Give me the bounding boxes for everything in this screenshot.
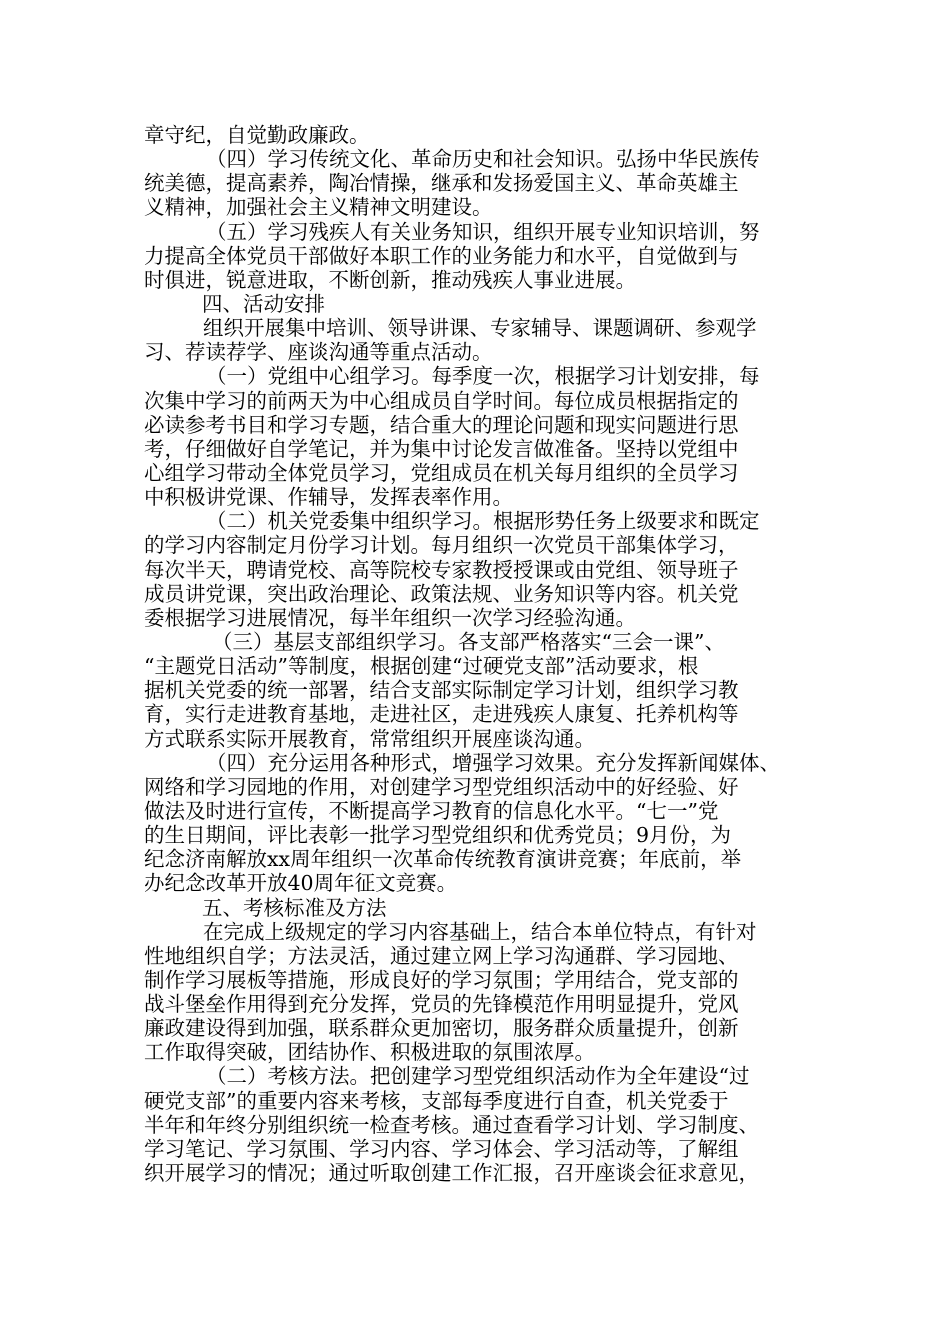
text-line: （二）机关党委集中组织学习。根据形势任务上级要求和既定: [206, 509, 760, 534]
text-line: 必读参考书目和学习专题，结合重大的理论问题和现实问题进行思: [144, 412, 739, 437]
document-body: [144, 123, 824, 1185]
text-line: 时俱进，锐意进取，不断创新，推动残疾人事业进展。: [144, 267, 636, 292]
text-line: （二）考核方法。把创建学习型党组织活动作为全年建设“过: [206, 1064, 750, 1089]
text-line: “主题党日活动”等制度，根据创建“过硬党支部”活动要求，根: [144, 654, 699, 679]
text-line: 办纪念改革开放40周年征文竞赛。: [144, 871, 458, 896]
text-line: 半年和年终分别组织统一检查考核。通过查看学习计划、学习制度、: [144, 1112, 759, 1137]
text-line: 育，实行走进教育基地，走进社区，走进残疾人康复、托养机构等: [144, 702, 739, 727]
text-line: 学习笔记、学习氛围、学习内容、学习体会、学习活动等，了解组: [144, 1136, 739, 1161]
text-line: 性地组织自学；方法灵活，通过建立网上学习沟通群、学习园地、: [144, 943, 739, 968]
text-line: 习、荐读荐学、座谈沟通等重点活动。: [144, 340, 493, 365]
section-heading: 四、活动安排: [202, 291, 325, 316]
text-line: 硬党支部”的重要内容来考核，支部每季度进行自查，机关党委于: [144, 1088, 729, 1113]
text-line: 义精神，加强社会主义精神文明建设。: [144, 195, 493, 220]
text-line: 廉政建设得到加强，联系群众更加密切，服务群众质量提升，创新: [144, 1016, 739, 1041]
text-line: 心组学习带动全体党员学习，党组成员在机关每月组织的全员学习: [144, 460, 739, 485]
text-line: 战斗堡垒作用得到充分发挥，党员的先锋模范作用明显提升，党风: [144, 992, 739, 1017]
text-line: 成员讲党课，突出政治理论、政策法规、业务知识等内容。机关党: [144, 581, 739, 606]
text-line: 每次半天，聘请党校、高等院校专家教授授课或由党组、领导班子: [144, 557, 739, 582]
text-line: （五）学习残疾人有关业务知识，组织开展专业知识培训，努: [206, 219, 760, 244]
text-line: 组织开展集中培训、领导讲课、专家辅导、课题调研、参观学: [203, 316, 757, 341]
text-line: （一）党组中心组学习。每季度一次，根据学习计划安排，每: [206, 364, 760, 389]
text-line: 方式联系实际开展教育，常常组织开展座谈沟通。: [144, 726, 595, 751]
section-heading: 五、考核标准及方法: [202, 895, 387, 920]
text-line: 工作取得突破，团结协作、积极进取的氛围浓厚。: [144, 1040, 595, 1065]
text-line: 考，仔细做好自学笔记，并为集中讨论发言做准备。坚持以党组中: [144, 436, 739, 461]
text-line: （四）充分运用各种形式，增强学习效果。充分发挥新闻媒体、: [206, 750, 780, 775]
text-line: 中积极讲党课、作辅导，发挥表率作用。: [144, 485, 513, 510]
text-line: 织开展学习的情况；通过听取创建工作汇报，召开座谈会征求意见，: [144, 1161, 759, 1186]
text-line: 力提高全体党员干部做好本职工作的业务能力和水平，自觉做到与: [144, 243, 739, 268]
text-line: 的学习内容制定月份学习计划。每月组织一次党员干部集体学习，: [144, 533, 739, 558]
text-line: 次集中学习的前两天为中心组成员自学时间。每位成员根据指定的: [144, 388, 739, 413]
text-line: 章守纪，自觉勤政廉政。: [144, 123, 370, 147]
text-line: 做法及时进行宣传，不断提高学习教育的信息化水平。“七一”党: [144, 798, 719, 823]
text-line: （三）基层支部组织学习。各支部严格落实“三会一课”、: [212, 629, 725, 654]
text-line: 纪念济南解放xx周年组织一次革命传统教育演讲竞赛；年底前，举: [144, 847, 742, 872]
text-line: 在完成上级规定的学习内容基础上，结合本单位特点，有针对: [203, 919, 757, 944]
text-line: 制作学习展板等措施，形成良好的学习氛围；学用结合，党支部的: [144, 967, 739, 992]
text-line: 的生日期间，评比表彰一批学习型党组织和优秀党员；9月份，为: [144, 823, 732, 848]
text-line: （四）学习传统文化、革命历史和社会知识。弘扬中华民族传: [206, 147, 760, 172]
text-line: 据机关党委的统一部署，结合支部实际制定学习计划，组织学习教: [144, 678, 739, 703]
text-line: 网络和学习园地的作用，对创建学习型党组织活动中的好经验、好: [144, 774, 739, 799]
text-line: 统美德，提高素养，陶冶情操，继承和发扬爱国主义、革命英雄主: [144, 171, 739, 196]
text-line: 委根据学习进展情况，每半年组织一次学习经验沟通。: [144, 605, 636, 630]
